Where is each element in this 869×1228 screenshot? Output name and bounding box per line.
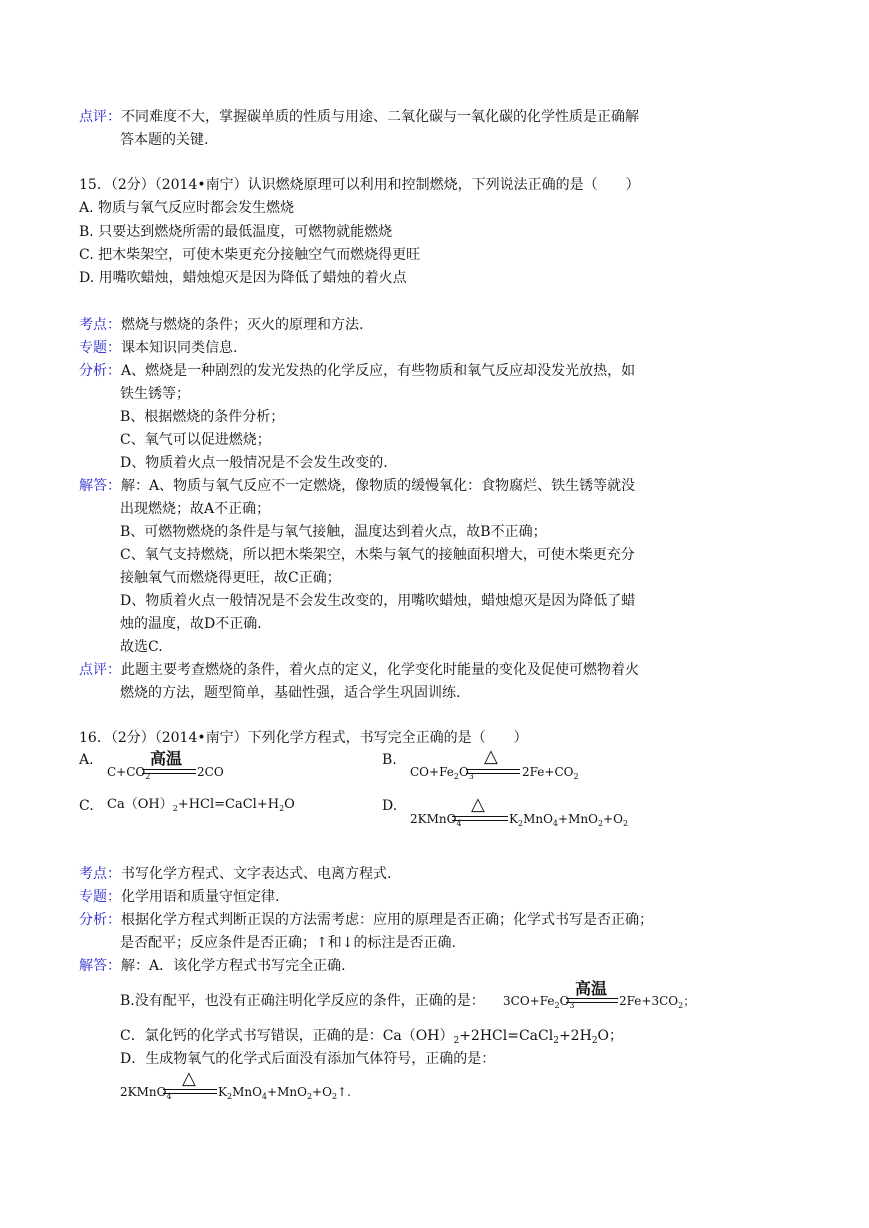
eq-b-rhs-sub: 2: [573, 772, 579, 781]
eq-c-t3: O: [284, 797, 295, 812]
q15-fenxi-label: 分析：: [79, 363, 121, 379]
eq-jd-t4: +MnO: [267, 1085, 307, 1099]
jc-s1: 2: [453, 1036, 460, 1046]
q15-stem: 15．（2分）（2014•南宁）认识燃烧原理可以利用和控制燃烧，下列说法正确的是（ ）: [79, 177, 640, 193]
q15-jieda-3: B、可燃物燃烧的条件是与氧气接触，温度达到着火点，故B不正确；: [120, 524, 547, 540]
q16-fenxi-1: [79, 910, 653, 930]
q15-dianping-1: [79, 660, 639, 680]
q16-fenxi-label: 分析：: [79, 912, 121, 928]
eq-jd-s5: 2: [331, 1092, 338, 1101]
q16-jieda-text-1: 解：A．该化学方程式书写完全正确.: [121, 958, 346, 974]
q16-option-a-letter: A.: [79, 752, 94, 768]
eq-jd-s2: 2: [226, 1092, 233, 1101]
q16-jieda-1: [79, 956, 346, 976]
cond-heat-b: △: [484, 746, 498, 767]
q15-fenxi-4: C、氧气可以促进燃烧；: [120, 432, 271, 448]
q16-fenxi-text-1: 根据化学方程式判断正误的方法需考虑：应用的原理是否正确；化学式书写是否正确；: [121, 912, 653, 928]
q16-jieda-c: [120, 1026, 623, 1051]
q16-option-c-letter: C.: [79, 798, 94, 814]
prev-comment-label: 点评：: [79, 109, 121, 125]
q16-zhuanti-label: 专题：: [79, 889, 121, 905]
eq-jd-t2: K: [218, 1085, 227, 1099]
eq-a-sub: 2: [145, 772, 151, 781]
eq-jb-t3: 2Fe+3CO: [619, 994, 679, 1008]
eq-c-s2: 2: [279, 804, 285, 813]
q15-jieda-7: 烛的温度，故D不正确.: [120, 616, 262, 632]
q16-zhuanti: [79, 887, 279, 907]
eq-jb-tail: ；: [683, 994, 696, 1008]
eq-b-s1: 2: [453, 772, 459, 781]
q15-jieda-8: 故选C.: [120, 639, 163, 655]
q15-option-d: D. 用嘴吹蜡烛，蜡烛熄灭是因为降低了蜡烛的着火点: [79, 270, 407, 286]
eq-jd-tail: ↑.: [337, 1085, 351, 1099]
q15-kaodian-label: 考点：: [79, 317, 121, 333]
eq-b-t1: CO+Fe: [410, 765, 454, 779]
q16-jieda-d: D．生成物氧气的化学式后面没有添加气体符号，正确的是：: [120, 1051, 496, 1067]
cond-heat-d: △: [471, 794, 485, 815]
q15-fenxi-3: B、根据燃烧的条件分析；: [120, 409, 285, 425]
eq-d-bar: [452, 816, 508, 821]
eq-d-s4: 2: [597, 819, 604, 828]
prev-comment-text-1: 不同难度不大，掌握碳单质的性质与用途、二氧化碳与一氧化碳的化学性质是正确解: [121, 109, 639, 125]
q16-jieda-b: B.没有配平，也没有正确注明化学反应的条件，正确的是：: [120, 993, 485, 1009]
q16-kaodian-text: 书写化学方程式、文字表达式、电离方程式.: [121, 866, 392, 882]
q16-jieda-label: 解答：: [79, 958, 121, 974]
q16-stem: 16．（2分）（2014•南宁）下列化学方程式，书写完全正确的是（ ）: [79, 730, 528, 746]
jc-pre: C．氯化钙的化学式书写错误，正确的是：Ca（OH）: [120, 1028, 454, 1044]
q16-jieda-b-eq-rhs: [619, 994, 695, 1008]
eq-jd-s3: 4: [261, 1092, 268, 1101]
q16-kaodian-label: 考点：: [79, 866, 121, 882]
eq-d-s5: 2: [622, 819, 629, 828]
eq-jb-s3: 2: [678, 1001, 684, 1010]
q16-jieda-b-eq-lhs: [503, 994, 575, 1008]
eq-d-s3: 4: [552, 819, 559, 828]
eq-b-s2: 3: [468, 772, 474, 781]
jc-mid: +2HCl=CaCl: [459, 1028, 554, 1044]
eq-jd-t5: +O: [312, 1085, 332, 1099]
q15-fenxi-5: D、物质着火点一般情况是不会发生改变的.: [120, 455, 388, 471]
prev-comment-line-1: [79, 107, 639, 127]
q15-dianping-2: 燃烧的方法，题型简单，基础性强，适合学生巩固训练.: [120, 685, 461, 701]
q15-kaodian-text: 燃烧与燃烧的条件；灭火的原理和方法.: [121, 317, 364, 333]
q16-jieda-d-eq-rhs: [218, 1085, 351, 1099]
eq-jd-s4: 2: [306, 1092, 313, 1101]
eq-c-t2: +HCl=CaCl+H: [177, 797, 280, 812]
q15-jieda-text-1: 解：A、物质与氧气反应不一定燃烧，像物质的缓慢氧化：食物腐烂、铁生锈等就没: [121, 478, 636, 494]
eq-c-s1: 2: [172, 804, 178, 813]
q15-jieda-2: 出现燃烧；故A不正确；: [120, 501, 271, 517]
q15-jieda-label: 解答：: [79, 478, 121, 494]
eq-jb-t1: 3CO+Fe: [503, 994, 555, 1008]
q15-zhuanti: [79, 338, 237, 358]
eq-a-bar: [142, 769, 196, 774]
eq-d-s1: 4: [456, 819, 462, 828]
q15-option-a: A. 物质与氧气反应时都会发生燃烧: [79, 200, 295, 216]
eq-d-s2: 2: [517, 819, 524, 828]
eq-jd-s1: 4: [166, 1092, 172, 1101]
q15-kaodian: [79, 315, 363, 335]
q15-jieda-4: C、氧气支持燃烧，所以把木柴架空，木柴与氧气的接触面积增大，可使木柴更充分: [120, 547, 635, 563]
eq-d-t5: +O: [603, 812, 623, 826]
eq-d-t1: 2KMnO: [410, 812, 457, 826]
eq-jd-bar: [163, 1089, 217, 1094]
q16-option-d-rhs: [509, 812, 628, 826]
q16-option-c-eq: [107, 798, 295, 812]
eq-d-t2: K: [509, 812, 518, 826]
q15-option-b: B. 只要达到燃烧所需的最低温度，可燃物就能燃烧: [79, 224, 393, 240]
q16-option-b-lhs: [410, 765, 474, 779]
q15-jieda-6: D、物质着火点一般情况是不会发生改变的，用嘴吹蜡烛，蜡烛熄灭是因为降低了蜡: [120, 593, 636, 609]
eq-jb-t2: O: [559, 994, 570, 1008]
q15-jieda-5: 接触氧气而燃烧得更旺，故C正确；: [120, 570, 341, 586]
q16-zhuanti-text: 化学用语和质量守恒定律.: [121, 889, 280, 905]
jc-s2: 2: [553, 1036, 559, 1046]
eq-c-t1: Ca（OH）: [107, 797, 173, 812]
eq-b-bar: [466, 769, 520, 774]
q15-dianping-text-1: 此题主要考查燃烧的条件，着火点的定义，化学变化时能量的变化及促使可燃物着火: [121, 662, 639, 678]
q15-option-c: C. 把木柴架空，可使木柴更充分接触空气而燃烧得更旺: [79, 247, 421, 263]
prev-comment-line-2: 答本题的关键.: [120, 132, 209, 148]
q15-jieda-1: [79, 476, 635, 496]
q16-option-d-letter: D.: [382, 798, 398, 814]
cond-high-temp-a: 高温: [150, 749, 183, 768]
q15-zhuanti-text: 课本知识同类信息.: [121, 340, 238, 356]
eq-d-t4: +MnO: [558, 812, 598, 826]
q16-kaodian: [79, 864, 391, 884]
q15-fenxi-1: [79, 361, 635, 381]
q15-zhuanti-label: 专题：: [79, 340, 121, 356]
q16-option-b-rhs: [522, 765, 579, 779]
eq-jb-s1: 2: [554, 1001, 560, 1010]
q16-option-b-letter: B.: [382, 752, 397, 768]
q16-fenxi-2: 是否配平；反应条件是否正确；↑和↓的标注是否正确.: [120, 935, 456, 951]
eq-jd-t3: MnO: [232, 1085, 262, 1099]
eq-jb-bar: [566, 998, 618, 1003]
q15-fenxi-text-1: A、燃烧是一种剧烈的发光发热的化学反应，有些物质和氧气反应却没发光放热，如: [121, 363, 636, 379]
eq-jb-s2: 3: [569, 1001, 575, 1010]
jc-s3: 2: [591, 1036, 598, 1046]
q15-fenxi-2: 铁生锈等；: [120, 386, 190, 402]
cond-high-temp-jb: 高温: [575, 979, 608, 998]
jc-end: O；: [597, 1028, 624, 1044]
q16-option-a-rhs: 2CO: [197, 765, 224, 779]
eq-b-rhs: 2Fe+CO: [522, 765, 574, 779]
jc-mid2: +2H: [558, 1028, 592, 1044]
eq-a-lhs: C+CO: [107, 765, 146, 779]
eq-b-t2: O: [458, 765, 469, 779]
eq-jd-t1: 2KMnO: [120, 1085, 167, 1099]
cond-heat-jd: △: [182, 1068, 196, 1089]
eq-d-t3: MnO: [523, 812, 553, 826]
q15-dianping-label: 点评：: [79, 662, 121, 678]
